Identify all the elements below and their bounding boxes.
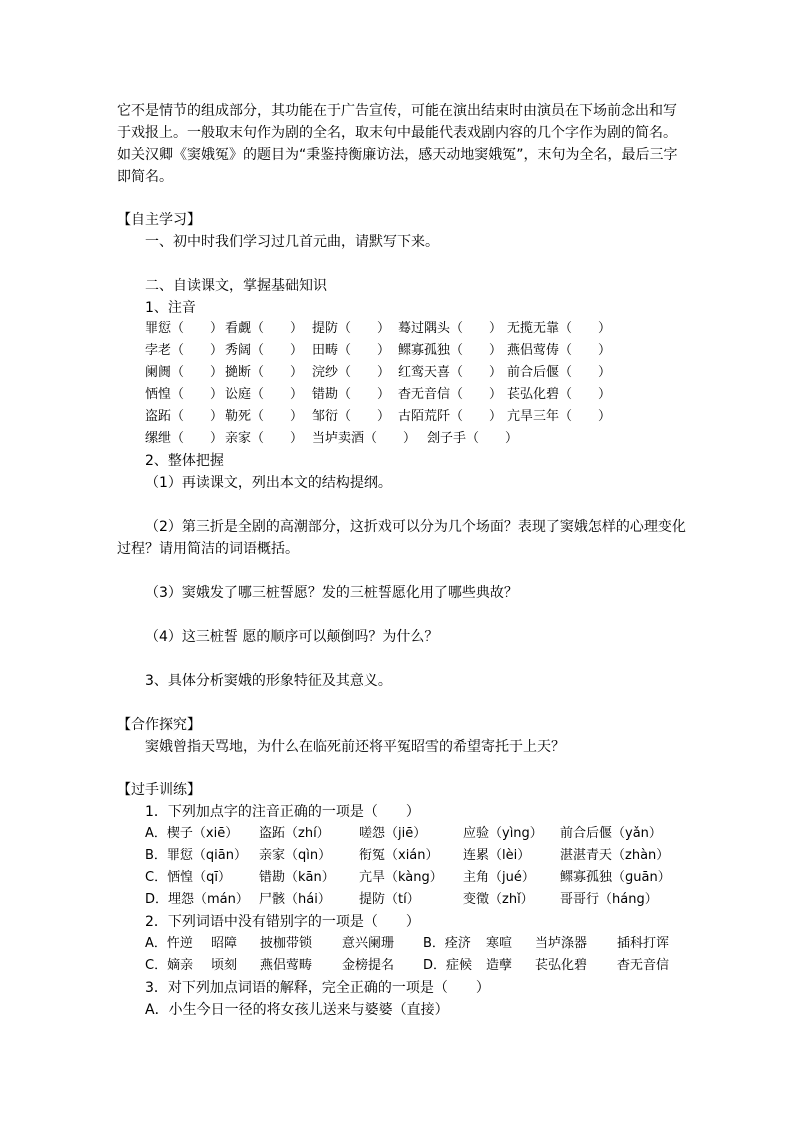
pinyin-item: 燕侣莺俦（ ）	[507, 343, 612, 358]
q1-option-item: 哥哥行（háng）	[560, 892, 658, 907]
analysis-subheading: 3、具体分析窦娥的形象特征及其意义。	[145, 673, 392, 689]
pinyin-item: 亢旱三年（ ）	[507, 409, 612, 424]
q2-option-item: 金榜提名	[342, 958, 395, 973]
pinyin-item: 恓惶（ ）	[145, 387, 224, 402]
q1-option-item: B．罪愆（qiān）	[145, 848, 247, 863]
pinyin-item: 罪愆（ ）	[145, 321, 224, 336]
q1-option-item: D．埋怨（mán）	[145, 892, 249, 907]
pinyin-item: 当垆卖酒（ ）	[312, 431, 417, 446]
pinyin-item: 蓦过隅头（ ）	[398, 321, 503, 336]
q2-option-item: B．痊济	[423, 936, 471, 951]
q1-option-item: 变徵（zhǐ）	[463, 892, 534, 907]
overall-subheading: 2、整体把握	[145, 453, 224, 469]
q1-option-item: A．楔子（xiē）	[145, 826, 239, 841]
q1-option-item: 盗跖（zhí）	[259, 826, 330, 841]
q1-option-item: 亲家（qìn）	[259, 848, 332, 863]
pinyin-item: 盗跖（ ）	[145, 409, 224, 424]
coop-question: 窦娥曾指天骂地，为什么在临死前还将平冤昭雪的希望寄托于上天？	[145, 739, 565, 755]
pinyin-item: 讼庭（ ）	[225, 387, 304, 402]
question-4: （4）这三桩誓 愿的顺序可以颠倒吗？为什么？	[145, 629, 439, 645]
q1-option-item: 连累（lèi）	[463, 848, 531, 863]
pinyin-item: 古陌荒阡（ ）	[398, 409, 503, 424]
q2-option-item: C．嫡亲	[145, 958, 194, 973]
pinyin-item: 无揽无靠（ ）	[507, 321, 612, 336]
q2-option-item: 意兴阑珊	[342, 936, 395, 951]
intro-line-1: 它不是情节的组成部分，其功能在于广告宣传，可能在演出结束时由演员在下场前念出和写	[117, 103, 677, 119]
pinyin-item: 刽子手（ ）	[427, 431, 519, 446]
pinyin-item: 浣纱（ ）	[312, 365, 391, 380]
q1-option-item: 前合后偃（yǎn）	[560, 826, 662, 841]
pinyin-item: 杳无音信（ ）	[398, 387, 503, 402]
q2-option-item: 燕侣莺畴	[260, 958, 313, 973]
q2-option-item: 杳无音信	[617, 958, 670, 973]
q1-option-item: 湛湛青天（zhàn）	[560, 848, 670, 863]
pinyin-item: 秀阔（ ）	[225, 343, 304, 358]
coop-heading: 【合作探究】	[117, 717, 201, 733]
intro-line-3: 如关汉卿《窦娥冤》的题目为“秉鉴持衡廉访法，感天动地窦娥冤”，末句为全名，最后三字	[117, 147, 678, 163]
pinyin-item: 错勘（ ）	[312, 387, 391, 402]
q2-option-item: 苌弘化碧	[535, 958, 588, 973]
q1-option-item: 提防（tí）	[359, 892, 420, 907]
question-3: （3）窦娥发了哪三桩誓愿？发的三桩誓愿化用了哪些典故？	[145, 585, 518, 601]
pinyin-item: 苌弘化碧（ ）	[507, 387, 612, 402]
pinyin-item: 田畴（ ）	[312, 343, 391, 358]
pinyin-item: 鳏寡孤独（ ）	[398, 343, 503, 358]
q2-option-item: D．症候	[423, 958, 473, 973]
self-study-q1: 一、初中时我们学习过几首元曲，请默写下来。	[145, 234, 439, 250]
question-2-line-2: 过程？请用简洁的词语概括。	[117, 541, 299, 557]
pinyin-item: 缧绁（ ）	[145, 431, 224, 446]
q1-option-item: 亢旱（kàng）	[359, 870, 443, 885]
pinyin-item: 前合后偃（ ）	[507, 365, 612, 380]
q1-option-item: 错勘（kān）	[259, 870, 335, 885]
drill-heading: 【过手训练】	[117, 782, 201, 798]
q1-option-item: 鳏寡孤独（ɡuān）	[560, 870, 671, 885]
self-study-heading: 【自主学习】	[117, 212, 201, 228]
q2-option-item: 昭障	[211, 936, 238, 951]
q2-option-item: 插科打诨	[617, 936, 670, 951]
intro-line-2: 于戏报上。一般取末句作为剧的全名，取末句中最能代表戏剧内容的几个字作为剧的简名。	[117, 125, 677, 141]
pinyin-item: 看觑（ ）	[225, 321, 304, 336]
drill-q1: 1．下列加点字的注音正确的一项是（ ）	[145, 804, 420, 820]
q2-option-item: 当垆涤器	[535, 936, 588, 951]
pinyin-item: 孛老（ ）	[145, 343, 224, 358]
drill-q3-option-a: A．小生今日一径的将女孩儿送来与婆婆（直接）	[145, 1002, 449, 1018]
q2-option-item: 造孽	[486, 958, 513, 973]
q2-option-item: 寒喧	[486, 936, 513, 951]
q1-option-item: 嗟怨（jiē）	[359, 826, 427, 841]
q2-option-item: A．忤逆	[145, 936, 193, 951]
q2-option-item: 顷刻	[211, 958, 238, 973]
question-2-line-1: （2）第三折是全剧的高潮部分，这折戏可以分为几个场面？表现了窦娥怎样的心理变化	[145, 519, 686, 535]
q1-option-item: 主角（jué）	[463, 870, 535, 885]
pinyin-item: 提防（ ）	[312, 321, 391, 336]
q1-option-item: 尸骸（hái）	[259, 892, 331, 907]
pinyin-item: 勒死（ ）	[225, 409, 304, 424]
question-1: （1）再读课文，列出本文的结构提纲。	[145, 475, 392, 491]
drill-q2: 2．下列词语中没有错别字的一项是（ ）	[145, 914, 420, 930]
pinyin-item: 阑阓（ ）	[145, 365, 224, 380]
self-study-q2: 二、自读课文，掌握基础知识	[145, 278, 327, 294]
q1-option-item: 衔冤（xián）	[359, 848, 439, 863]
pinyin-subheading: 1、注音	[145, 300, 196, 316]
pinyin-item: 撧断（ ）	[225, 365, 304, 380]
q1-option-item: 应验（yìng）	[463, 826, 543, 841]
pinyin-item: 亲家（ ）	[225, 431, 304, 446]
pinyin-item: 邹衍（ ）	[312, 409, 391, 424]
drill-q3: 3．对下列加点词语的解释，完全正确的一项是（ ）	[145, 980, 490, 996]
pinyin-item: 红鸾天喜（ ）	[398, 365, 503, 380]
q1-option-item: C．恓惶（qī）	[145, 870, 231, 885]
q2-option-item: 披枷带锁	[260, 936, 313, 951]
intro-line-4: 即简名。	[117, 169, 173, 185]
